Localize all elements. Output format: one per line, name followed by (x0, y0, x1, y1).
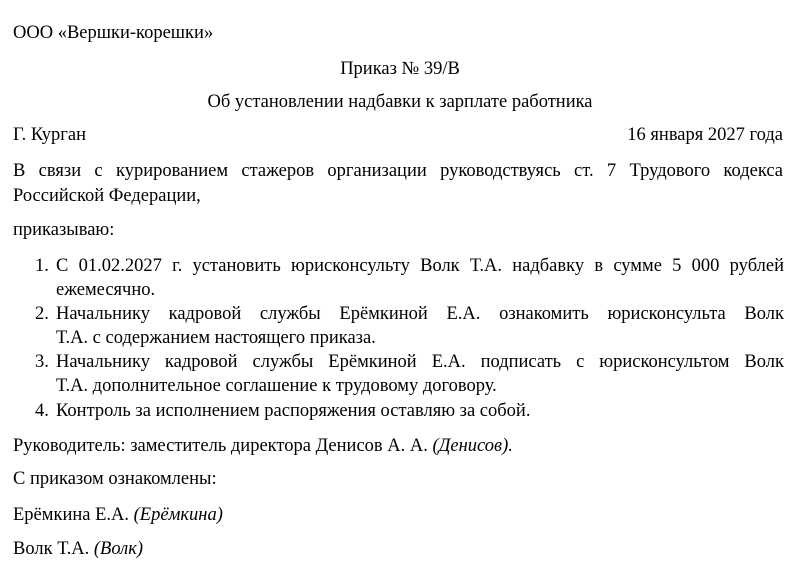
acquainted-label: С приказом ознакомлены: (13, 469, 217, 489)
list-item-text: Начальнику кадровой службы Ерёмкиной Е.А. подписать с юрисконсультом Волк (56, 352, 784, 372)
signer-name: Волк Т.А. (13, 539, 90, 559)
signer-line (13, 538, 143, 560)
order-title: Приказ № 39/В (340, 59, 460, 79)
list-item-number: 3. (35, 352, 49, 372)
list-item-text-cont: ежемесячно. (56, 280, 156, 300)
city: Г. Курган (13, 125, 87, 145)
list-item-text-cont: Т.А. дополнительное соглашение к трудовому договору. (56, 376, 497, 396)
signer-signature: (Волк) (93, 539, 144, 559)
preamble-line-1: В связи с курированием стажеров организации руководствуясь ст. 7 Трудового кодекса (13, 161, 783, 181)
head-signature: (Денисов). (432, 436, 513, 456)
head-label: Руководитель: заместитель директора Денисов А. А. (13, 436, 428, 456)
list-item-number: 2. (35, 304, 49, 324)
signer-line (13, 504, 223, 526)
order-subject: Об установлении надбавки к зарплате работника (207, 92, 593, 112)
list-item-number: 1. (35, 256, 49, 276)
order-date: 16 января 2027 года (627, 125, 783, 145)
signer-name: Ерёмкина Е.А. (13, 505, 130, 525)
list-item-text-cont: Т.А. с содержанием настоящего приказа. (56, 328, 376, 348)
list-item-number: 4. (35, 401, 49, 421)
list-item-text: Контроль за исполнением распоряжения оставляю за собой. (56, 401, 531, 421)
signer-signature: (Ерёмкина) (133, 505, 223, 525)
organization-name: ООО «Вершки-корешки» (13, 23, 214, 43)
order-word: приказываю: (13, 220, 115, 240)
list-item-text: Начальнику кадровой службы Ерёмкиной Е.А. ознакомить юрисконсульта Волк (56, 304, 784, 324)
head-signature-line (13, 435, 513, 457)
preamble-line-2: Российской Федерации, (13, 186, 201, 206)
list-item-text: С 01.02.2027 г. установить юрисконсульту Волк Т.А. надбавку в сумме 5 000 рублей (56, 256, 784, 276)
